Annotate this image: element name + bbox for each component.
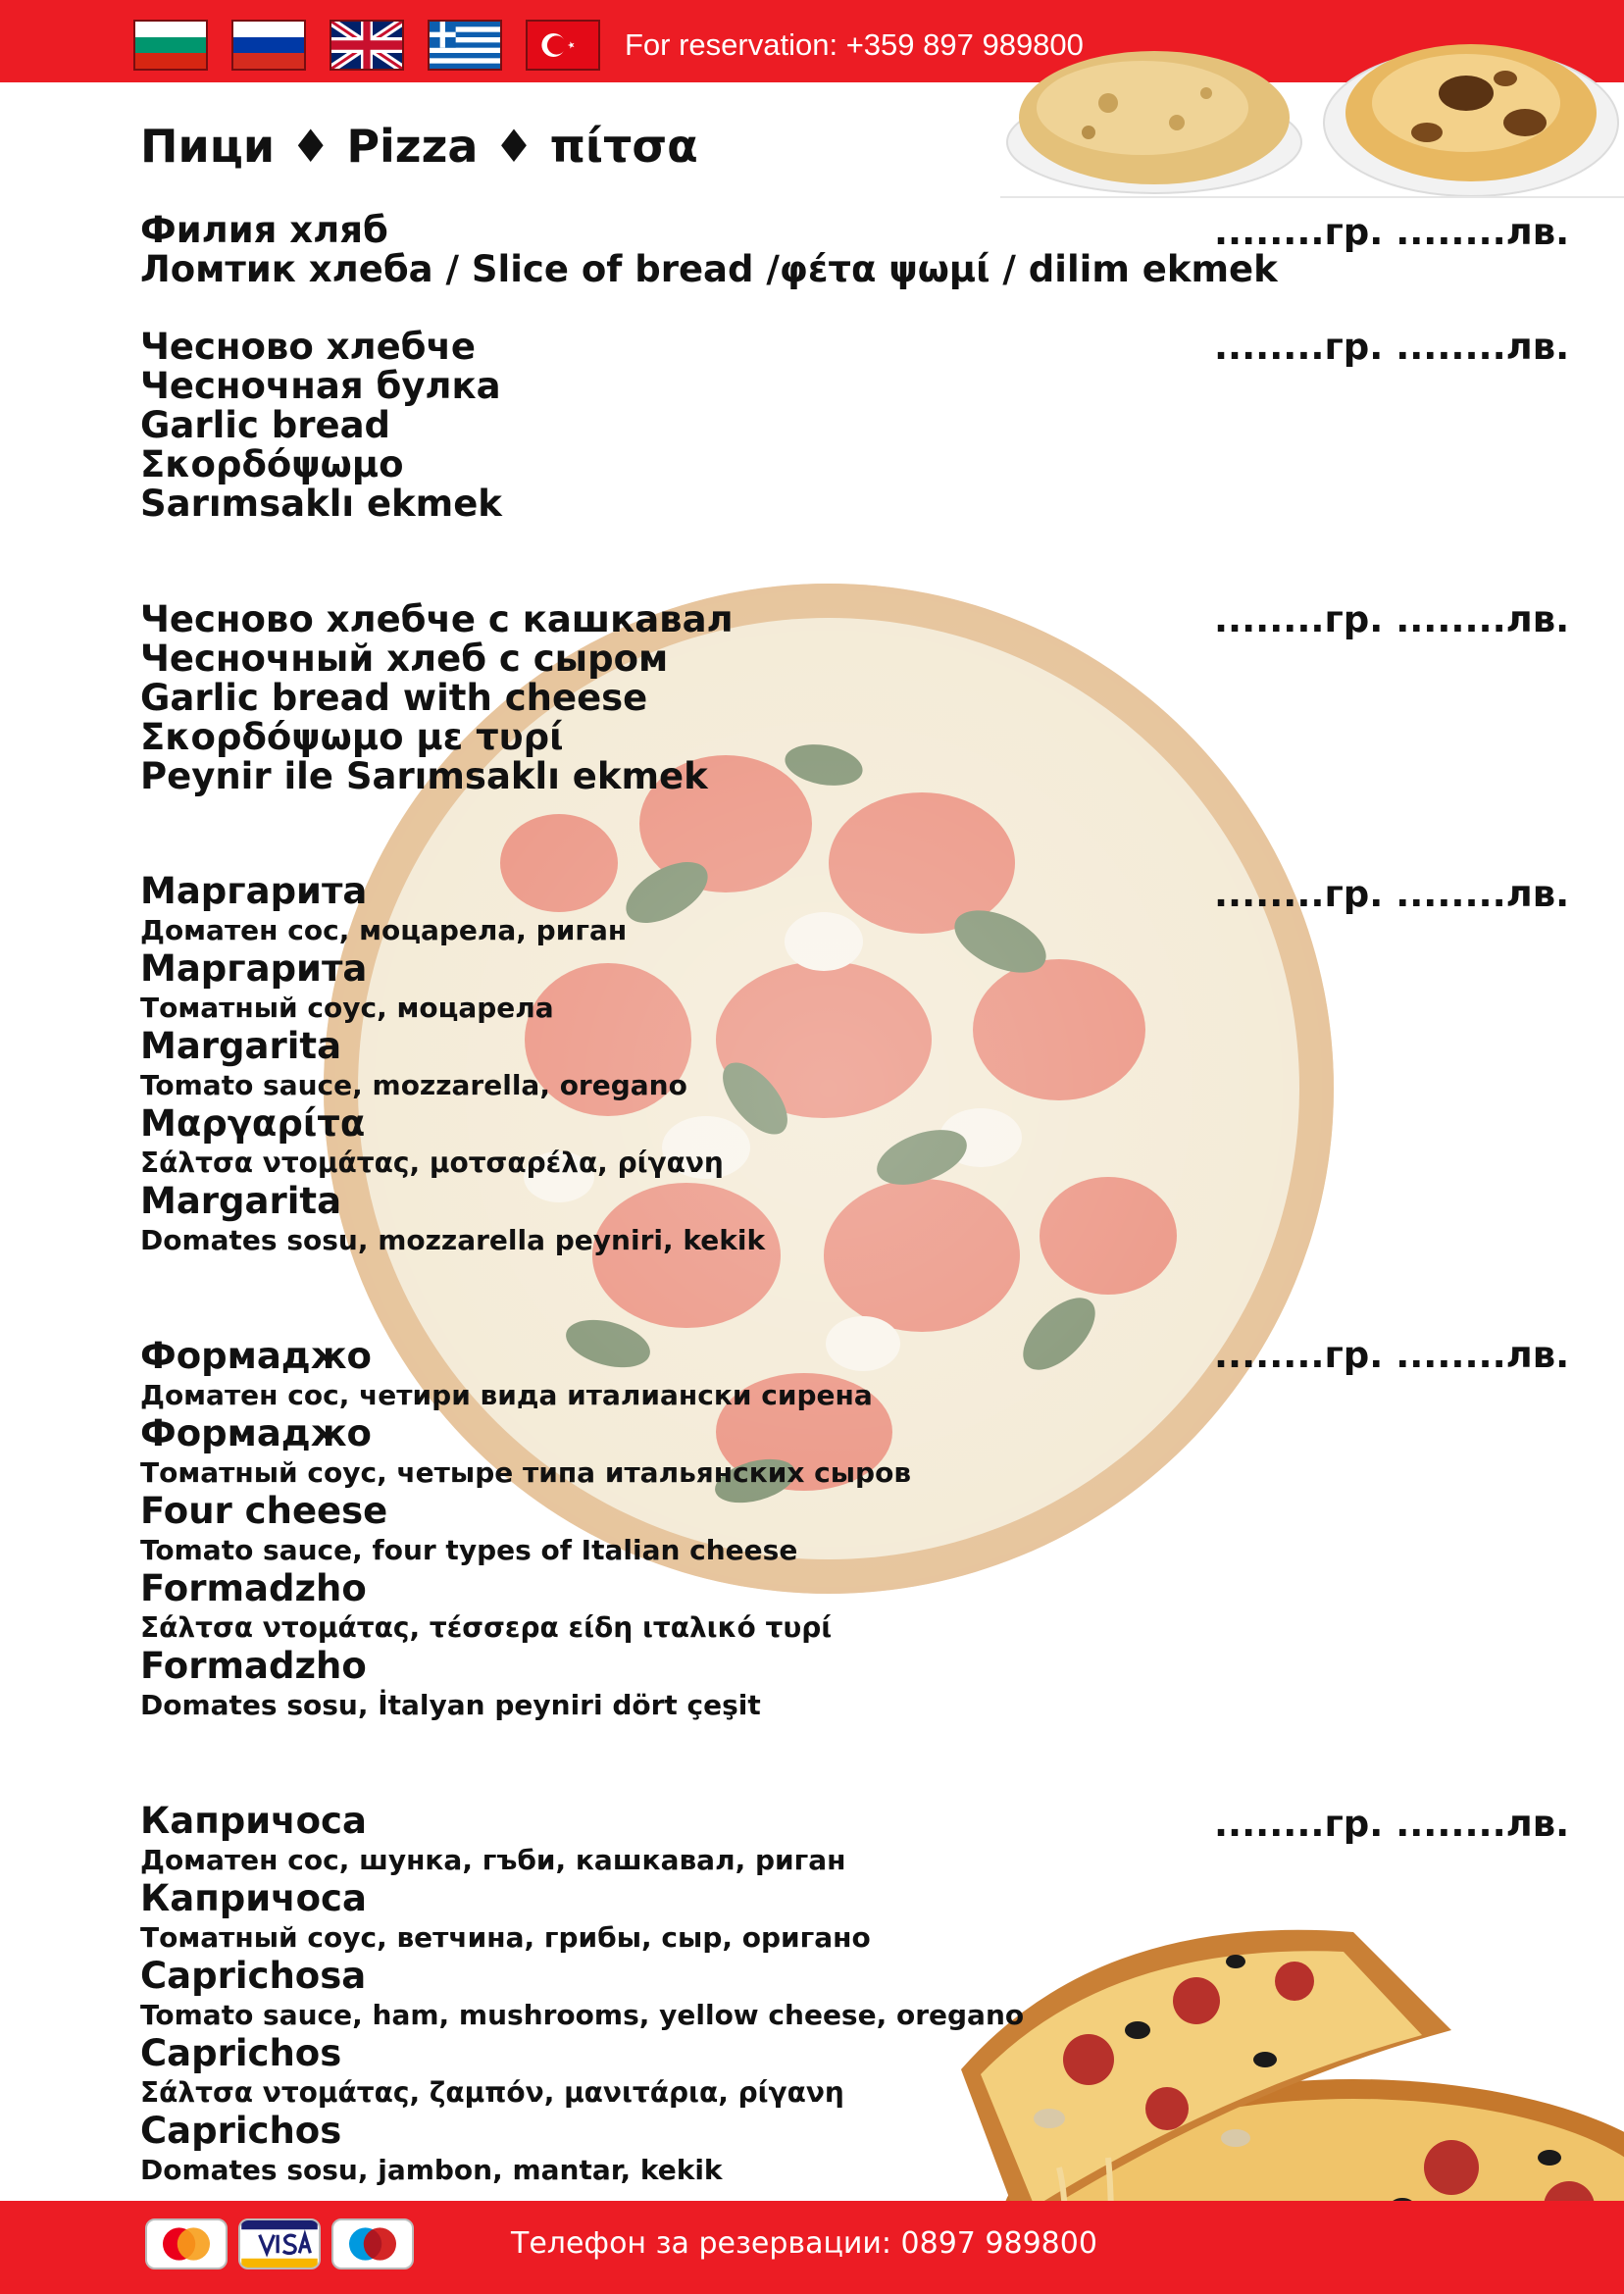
item-description: Tomato sauce, mozzarella, oregano	[140, 1069, 687, 1101]
item-name: Чесново хлебче с кашкавал	[140, 598, 734, 640]
item-description: Доматен сос, моцарела, риган	[140, 914, 628, 946]
item-name: Garlic bread with cheese	[140, 677, 648, 719]
price-placeholder: ........гр. ........лв.	[1214, 1334, 1570, 1376]
item-name: Σκορδόψωμο με τυρί	[140, 716, 564, 758]
item-name: Garlic bread	[140, 404, 391, 446]
item-name: Капричоса	[140, 1800, 367, 1842]
item-name: Формаджо	[140, 1412, 372, 1454]
item-name: Филия хляб	[140, 209, 388, 251]
price-placeholder: ........гр. ........лв.	[1214, 1803, 1570, 1845]
item-name: Чесночный хлеб с сыром	[140, 637, 669, 680]
item-name: Formadzho	[140, 1645, 367, 1687]
item-name: Маргарита	[140, 870, 368, 912]
item-description: Томатный соус, ветчина, грибы, сыр, оригано	[140, 1921, 871, 1954]
turkish-flag-icon[interactable]	[526, 20, 600, 71]
item-name: Peynir ile Sarımsaklı ekmek	[140, 755, 708, 797]
visa-icon	[238, 2218, 321, 2269]
mastercard-icon	[145, 2218, 228, 2269]
item-name: Caprichos	[140, 2110, 342, 2152]
item-description: Томатный соус, моцарела	[140, 992, 554, 1024]
item-name: Μαργαρίτα	[140, 1102, 366, 1145]
item-name: Формаджо	[140, 1335, 372, 1377]
menu-item-capricciosa	[140, 1802, 1513, 2189]
garlic-bread-photo-1	[1000, 49, 1309, 196]
bulgarian-flag-icon[interactable]	[133, 20, 208, 71]
item-name: Margarita	[140, 1180, 342, 1222]
page-title: Пици ♦ Pizza ♦ πίτσα	[140, 120, 698, 173]
item-name: Капричоса	[140, 1877, 367, 1919]
price-placeholder: ........гр. ........лв.	[1214, 873, 1570, 915]
menu-item-margherita	[140, 872, 1513, 1259]
russian-flag-icon[interactable]	[231, 20, 306, 71]
item-name: Чесночная булка	[140, 365, 501, 407]
item-description: Tomato sauce, ham, mushrooms, yellow cheese, oregano	[140, 1999, 1025, 2031]
uk-flag-icon[interactable]	[330, 20, 404, 71]
maestro-icon	[331, 2218, 414, 2269]
item-name: Formadzho	[140, 1567, 367, 1609]
item-description: Tomato sauce, four types of Italian cheese	[140, 1534, 798, 1566]
price-placeholder: ........гр. ........лв.	[1214, 598, 1570, 640]
item-name: Σκορδόψωμο	[140, 443, 404, 485]
price-placeholder: ........гр. ........лв.	[1214, 326, 1570, 368]
item-name: Four cheese	[140, 1490, 388, 1532]
item-description: Domates sosu, İtalyan peyniri dört çeşit	[140, 1689, 761, 1721]
header-divider	[1000, 196, 1624, 198]
item-description: Σάλτσα ντομάτας, ζαμπόν, μανιτάρια, ρίγανη	[140, 2076, 844, 2109]
greek-flag-icon[interactable]	[428, 20, 502, 71]
item-name: Caprichos	[140, 2032, 342, 2074]
reservation-phone-top: For reservation: +359 897 989800	[625, 27, 1084, 62]
item-description: Domates sosu, mozzarella peyniri, kekik	[140, 1224, 766, 1256]
item-name: Маргарита	[140, 947, 368, 990]
menu-item-four-cheese	[140, 1337, 1513, 1724]
item-name: Ломтик хлеба / Slice of bread /φέτα ψωμί / dilim ekmek	[140, 248, 1278, 290]
item-name: Sarımsaklı ekmek	[140, 483, 502, 525]
item-description: Доматен сос, четири вида италиански сирена	[140, 1379, 873, 1411]
price-placeholder: ........гр. ........лв.	[1214, 211, 1570, 253]
garlic-bread-photo-2	[1319, 25, 1623, 201]
reservation-phone-bottom: Телефон за резервации: 0897 989800	[511, 2226, 1097, 2261]
item-description: Σάλτσα ντομάτας, τέσσερα είδη ιταλικό τυρί	[140, 1611, 833, 1644]
item-description: Томатный соус, четыре типа итальянских сыров	[140, 1456, 912, 1489]
item-name: Margarita	[140, 1025, 342, 1067]
item-description: Domates sosu, jambon, mantar, kekik	[140, 2154, 723, 2186]
item-description: Доматен сос, шунка, гъби, кашкавал, риган	[140, 1844, 846, 1876]
item-name: Чесново хлебче	[140, 326, 477, 368]
item-description: Σάλτσα ντομάτας, μοτσαρέλα, ρίγανη	[140, 1147, 724, 1179]
item-name: Caprichosa	[140, 1955, 367, 1997]
